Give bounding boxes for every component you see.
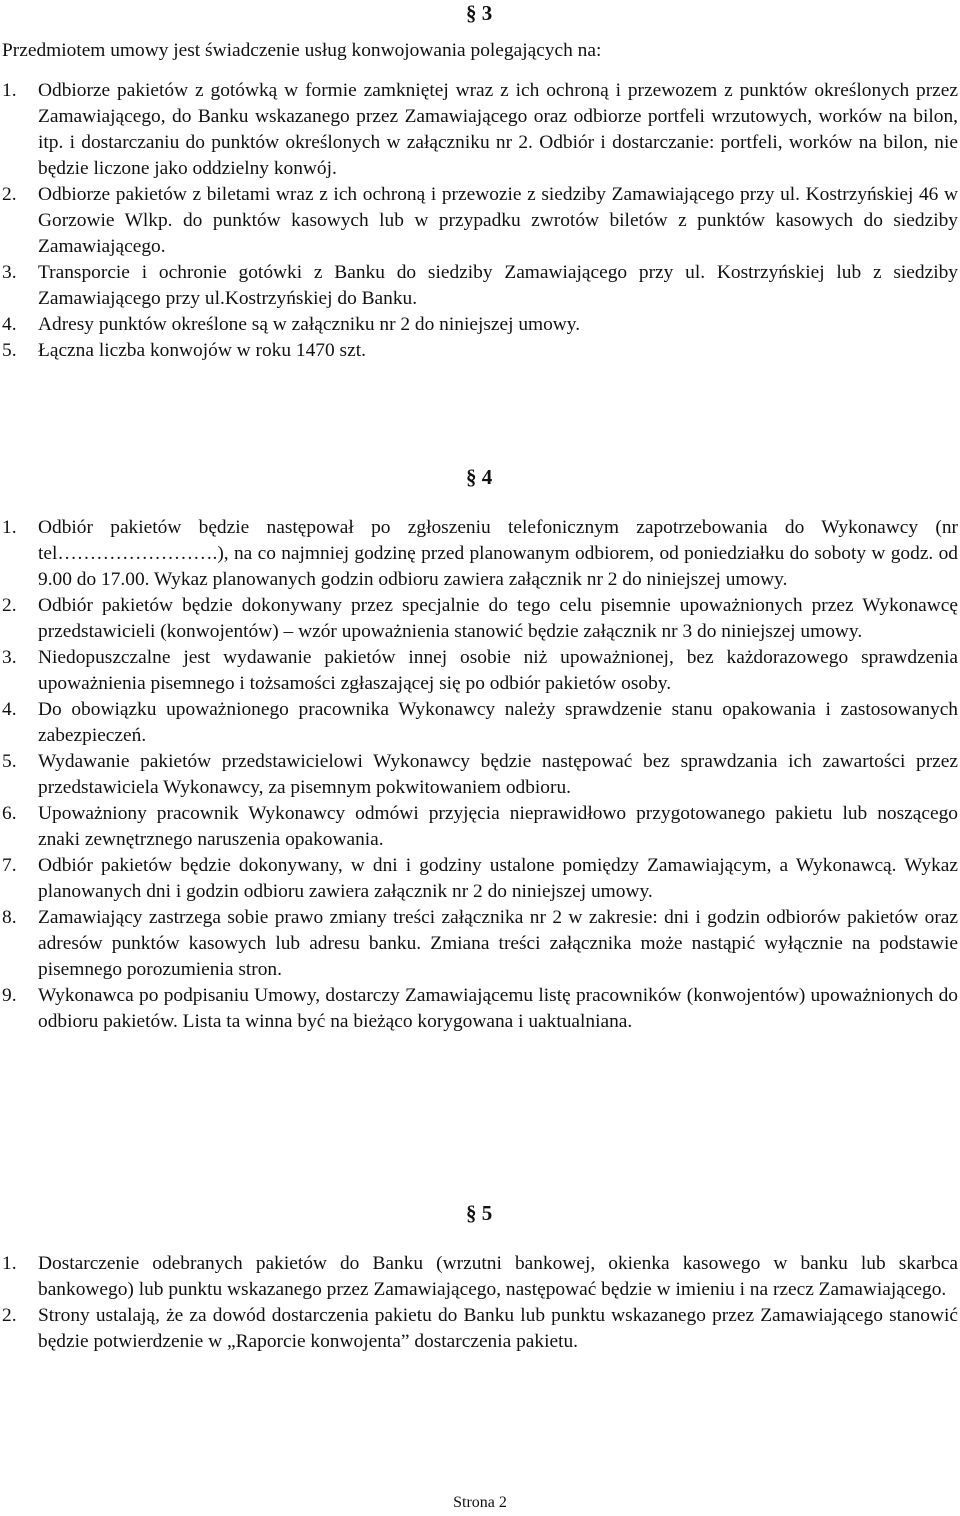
item-text: Dostarczenie odebranych pakietów do Banku (wrzutni bankowej, okienka kasowego w banku lub skarbca bankowego) lub punktu wskazanego przez Zamawiającego, następować będzie w imieniu i na rzecz Zamawiającego. xyxy=(38,1253,958,1300)
item-number: 9. xyxy=(2,985,17,1006)
list-item xyxy=(0,983,958,1035)
list-item xyxy=(0,1251,958,1303)
item-text: Niedopuszczalne jest wydawanie pakietów innej osobie niż upoważnionej, bez każdorazowego sprawdzenia upoważnienia pisemnego i tożsamości zgłaszającej się po odbiór pakietów osoby. xyxy=(38,647,958,694)
section-3-list xyxy=(0,78,958,364)
list-item xyxy=(0,515,958,593)
list-item xyxy=(0,260,958,312)
list-item xyxy=(0,749,958,801)
list-item xyxy=(0,1303,958,1355)
list-item xyxy=(0,697,958,749)
item-number: 1. xyxy=(2,1253,17,1274)
item-number: 6. xyxy=(2,803,17,824)
item-number: 4. xyxy=(2,314,17,335)
item-text: Upoważniony pracownik Wykonawcy odmówi przyjęcia nieprawidłowo przygotowanego pakietu lub noszącego znaki zewnętrznego naruszenia opakowania. xyxy=(38,803,958,850)
section-4-list xyxy=(0,515,958,1035)
item-number: 3. xyxy=(2,647,17,668)
item-text: Odbiór pakietów będzie następował po zgłoszeniu telefonicznym zapotrzebowania do Wykonawcy (nr tel…………………….), na co najmniej godzinę przed planowanym odbiorem, od poniedziałku do soboty w godz. od 9.00 do 17.00. Wykaz planowanych godzin odbioru zawiera załącznik nr 2 do niniejszej umowy. xyxy=(38,517,958,590)
item-number: 3. xyxy=(2,262,17,283)
item-text: Odbiór pakietów będzie dokonywany przez specjalnie do tego celu pisemnie upoważnionych przez Wykonawcę przedstawicieli (konwojentów) – wzór upoważnienia stanowić będzie załącznik nr 3 do niniejszej umowy. xyxy=(38,595,958,642)
item-text: Wydawanie pakietów przedstawicielowi Wykonawcy będzie następować bez sprawdzania ich zawartości przez przedstawiciela Wykonawcy, za pisemnym pokwitowaniem odbioru. xyxy=(38,751,958,798)
item-text: Strony ustalają, że za dowód dostarczenia pakietu do Banku lub punktu wskazanego przez Zamawiającego stanowić będzie potwierdzenie w „Raporcie konwojenta” dostarczenia pakietu. xyxy=(38,1305,958,1352)
list-item xyxy=(0,645,958,697)
list-item xyxy=(0,801,958,853)
item-number: 5. xyxy=(2,751,17,772)
section-4-heading: § 4 xyxy=(466,465,493,489)
page-number: Strona 2 xyxy=(453,1494,507,1511)
section-3-heading: § 3 xyxy=(466,1,493,25)
section-5-list xyxy=(0,1251,958,1355)
item-number: 4. xyxy=(2,699,17,720)
item-text: Adresy punktów określone są w załączniku nr 2 do niniejszej umowy. xyxy=(38,314,581,335)
section-3-intro: Przedmiotem umowy jest świadczenie usług konwojowania polegających na: xyxy=(2,40,602,61)
item-text: Wykonawca po podpisaniu Umowy, dostarczy Zamawiającemu listę pracowników (konwojentów) upoważnionych do odbioru pakietów. Lista ta winna być na bieżąco korygowana i uaktualniana. xyxy=(38,985,958,1032)
item-number: 5. xyxy=(2,340,17,361)
item-text: Łączna liczba konwojów w roku 1470 szt. xyxy=(38,340,366,361)
list-item xyxy=(0,593,958,645)
item-number: 8. xyxy=(2,907,17,928)
item-number: 1. xyxy=(2,517,17,538)
item-number: 2. xyxy=(2,1305,17,1326)
item-number: 2. xyxy=(2,595,17,616)
item-text: Do obowiązku upoważnionego pracownika Wykonawcy należy sprawdzenie stanu opakowania i zastosowanych zabezpieczeń. xyxy=(38,699,958,746)
item-text: Odbiorze pakietów z gotówką w formie zamkniętej wraz z ich ochroną i przewozem z punktów określonych przez Zamawiającego, do Banku wskazanego przez Zamawiającego oraz odbiorze portfeli wrzutowych, worków na bilon, itp. i dostarczaniu do punktów określonych w załączniku nr 2. Odbiór i dostarczanie: portfeli, worków na bilon, nie będzie liczone jako oddzielny konwój. xyxy=(38,80,958,179)
item-text: Odbiór pakietów będzie dokonywany, w dni i godziny ustalone pomiędzy Zamawiającym, a Wykonawcą. Wykaz planowanych dni i godzin odbioru zawiera załącznik nr 2 do niniejszej umowy. xyxy=(38,855,958,902)
list-item xyxy=(0,78,958,182)
list-item xyxy=(0,182,958,260)
list-item xyxy=(0,312,958,338)
item-number: 1. xyxy=(2,80,17,101)
item-number: 7. xyxy=(2,855,17,876)
list-item xyxy=(0,905,958,983)
item-text: Odbiorze pakietów z biletami wraz z ich ochroną i przewozie z siedziby Zamawiającego przy ul. Kostrzyńskiej 46 w Gorzowie Wlkp. do punktów kasowych lub w przypadku zwrotów biletów z punktów kasowych do siedziby Zamawiającego. xyxy=(38,184,958,257)
list-item xyxy=(0,853,958,905)
list-item xyxy=(0,338,958,364)
item-text: Transporcie i ochronie gotówki z Banku do siedziby Zamawiającego przy ul. Kostrzyńskiej lub z siedziby Zamawiającego przy ul.Kostrzyńskiej do Banku. xyxy=(38,262,958,309)
item-text: Zamawiający zastrzega sobie prawo zmiany treści załącznika nr 2 w zakresie: dni i godzin odbiorów pakietów oraz adresów punktów kasowych lub adresu banku. Zmiana treści załącznika może nastąpić wyłącznie na podstawie pisemnego porozumienia stron. xyxy=(38,907,958,980)
section-5-heading: § 5 xyxy=(466,1201,493,1225)
item-number: 2. xyxy=(2,184,17,205)
